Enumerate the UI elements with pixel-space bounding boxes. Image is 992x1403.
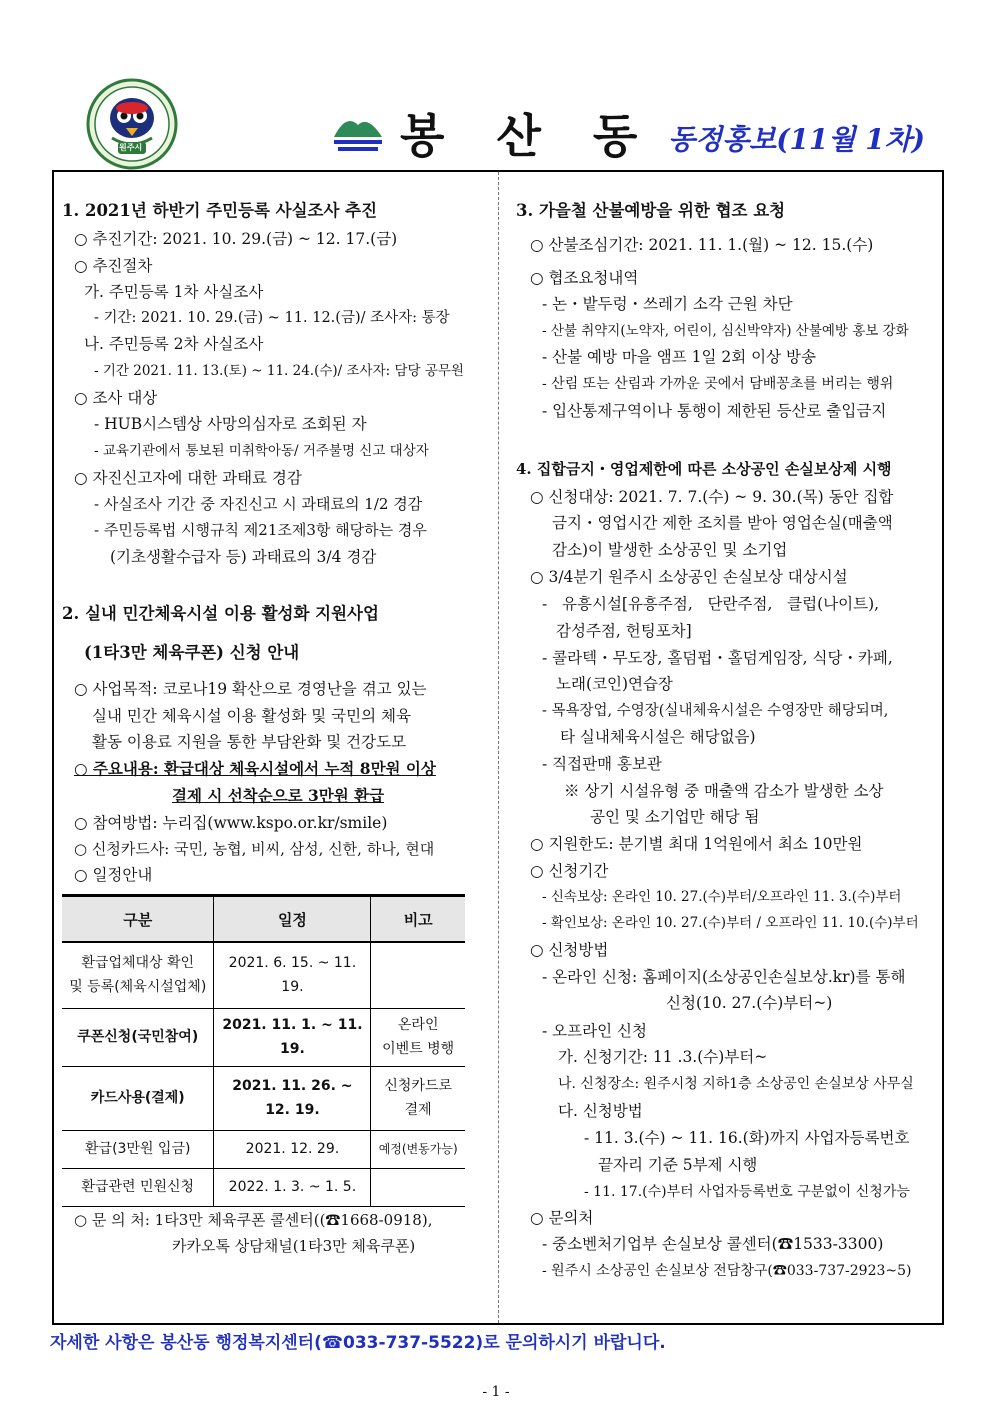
list-item: - HUB시스템상 사망의심자로 조회된 자 [94,415,367,433]
contact-item: 카카오톡 상담채널(1타3만 체육쿠폰) [172,1237,416,1255]
list-item: 금지・영업시간 제한 조치를 받아 영업손실(매출액 [552,514,893,532]
list-item: - 산불 예방 마을 앰프 1일 2회 이상 방송 [542,348,816,366]
list-item: - 산림 또는 산림과 가까운 곳에서 담배꽁초를 버리는 행위 [542,376,894,392]
list-item: ○ 협조요청내역 [530,269,639,287]
list-item: - 입산통제구역이나 통행이 제한된 등산로 출입금지 [542,402,887,420]
table-header-cell: 비고 [371,896,465,943]
list-item: 다. 신청방법 [558,1102,643,1120]
section-3-heading: 3. 가을철 산불예방을 위한 협조 요청 [516,201,786,220]
note-item: 공인 및 소기업만 해당 됨 [590,808,760,826]
contact-item: - 중소벤처기업부 손실보상 콜센터(☎1533-3300) [542,1235,884,1253]
table-cell: 2021. 12. 29. [214,1130,371,1168]
table-row [62,1066,465,1130]
page-title: 봉 산 동 [400,109,656,163]
list-item: 타 실내체육시설은 해당없음) [560,728,756,746]
table-cell: 예정(변동가능) [371,1130,465,1168]
city-logo-icon [86,78,178,170]
table-cell: 신청카드로 결제 [371,1066,465,1130]
list-item: 활동 이용료 지원을 통한 부담완화 및 건강도모 [92,733,407,751]
list-item: - 주민등록법 시행규칙 제21조제3항 해당하는 경우 [94,521,427,539]
list-item: ○ 추진절차 [74,257,153,275]
section-2-subheading: (1타3만 체육쿠폰) 신청 안내 [84,643,300,662]
note-item: ※ 상기 시설유형 중 매출액 감소가 발생한 소상 [564,782,884,800]
list-item: ○ 추진기간: 2021. 10. 29.(금) ~ 12. 17.(금) [74,230,398,248]
list-item: ○ 문의처 [530,1209,594,1227]
table-cell: 환급업체대상 확인 및 등록(체육시설업체) [62,942,214,1008]
list-item: 감성주점, 헌팅포차] [556,622,692,640]
list-item: ○ 신청카드사: 국민, 농협, 비씨, 삼성, 신한, 하나, 현대 [74,840,435,858]
list-item: ○ 산불조심기간: 2021. 11. 1.(월) ~ 12. 15.(수) [530,236,874,254]
list-item: - 논・밭두렁・쓰레기 소각 근원 차단 [542,295,793,313]
list-item: 가. 주민등록 1차 사실조사 [84,283,264,301]
list-item: ○ 신청대상: 2021. 7. 7.(수) ~ 9. 30.(목) 동안 집합 [530,488,894,506]
list-item: - 기간: 2021. 10. 29.(금) ~ 11. 12.(금)/ 조사자: 통장 [94,310,450,326]
table-cell: 2021. 11. 1. ~ 11. 19. [214,1008,371,1066]
table-header-cell: 일정 [214,896,371,943]
table-cell [371,942,465,1008]
list-item: ○ 자진신고자에 대한 과태료 경감 [74,469,302,487]
list-item: - 유흥시설[유흥주점, 단란주점, 클럽(나이트), [542,595,880,613]
issue-label: 동정홍보(11월 1차) [668,123,925,156]
list-item: - 온라인 신청: 홈페이지(소상공인손실보상.kr)를 통해 [542,968,906,986]
list-item: - 직접판매 홍보관 [542,755,662,773]
table-cell [371,1168,465,1206]
list-item: 노래(코인)연습장 [556,675,673,693]
contact-item: ○ 문 의 처: 1타3만 체육쿠폰 콜센터((☎1668-0918), [74,1211,433,1229]
table-header-row [62,896,465,943]
list-item: ○ 신청방법 [530,941,609,959]
list-item: - 산불 취약지(노약자, 어린이, 심신박약자) 산불예방 홍보 강화 [542,323,909,339]
list-item: - 목욕장업, 수영장(실내체육시설은 수영장만 해당되며, [542,703,889,719]
mountain-logo-icon [330,109,386,157]
list-item: ○ 참여방법: 누리집(www.kspo.or.kr/smile) [74,814,388,832]
table-cell: 카드사용(결제) [62,1066,214,1130]
page-number: - 1 - [482,1384,510,1400]
column-divider [498,172,499,1323]
list-item: - 콜라텍・무도장, 홀덤펍・홀덤게임장, 식당・카페, [542,649,893,667]
table-row [62,942,465,1008]
list-item: 신청(10. 27.(수)부터~) [666,994,833,1012]
list-item: ○ 지원한도: 분기별 최대 1억원에서 최소 10만원 [530,835,863,853]
table-cell: 2021. 11. 26. ~ 12. 19. [214,1066,371,1130]
table-cell: 온라인 이벤트 병행 [371,1008,465,1066]
list-item: 나. 주민등록 2차 사실조사 [84,335,264,353]
list-item: 끝자리 기준 5부제 시행 [598,1156,758,1174]
section-2-heading: 2. 실내 민간체육시설 이용 활성화 지원사업 [62,604,379,623]
contact-item: - 원주시 소상공인 손실보상 전담창구(☎033-737-2923~5) [542,1263,912,1279]
schedule-table [62,894,465,1207]
page-header [330,100,655,166]
footer-notice: 자세한 사항은 봉산동 행정복지센터(☎033-737-5522)로 문의하시기 바랍니다. [50,1333,666,1353]
table-cell: 2021. 6. 15. ~ 11. 19. [214,942,371,1008]
list-item-highlight: ○ 주요내용: 환급대상 체육시설에서 누적 8만원 이상 [74,759,436,778]
list-item: (기초생활수급자 등) 과태료의 3/4 경감 [110,548,377,566]
list-item: ○ 3/4분기 원주시 소상공인 손실보상 대상시설 [530,568,848,586]
list-item: ○ 신청기간 [530,862,609,880]
list-item: ○ 사업목적: 코로나19 확산으로 경영난을 겪고 있는 [74,680,427,698]
list-item: - 신속보상: 온라인 10. 27.(수)부터/오프라인 11. 3.(수)부터 [542,889,902,905]
table-cell: 환급관련 민원신청 [62,1168,214,1206]
table-row [62,1130,465,1168]
list-item-highlight: 결제 시 선착순으로 3만원 환급 [172,786,385,805]
list-item: 실내 민간 체육시설 이용 활성화 및 국민의 체육 [92,707,411,725]
list-item: 가. 신청기간: 11 .3.(수)부터~ [558,1048,768,1066]
list-item: ○ 조사 대상 [74,389,158,407]
section-4-heading: 4. 집합금지・영업제한에 따른 소상공인 손실보상제 시행 [516,460,892,478]
list-item: - 11. 3.(수) ~ 11. 16.(화)까지 사업자등록번호 [584,1129,910,1147]
table-row [62,1168,465,1206]
list-item: 감소)이 발생한 소상공인 및 소기업 [552,541,788,559]
list-item: - 11. 17.(수)부터 사업자등록번호 구분없이 신청가능 [584,1184,910,1200]
table-header-cell: 구분 [62,896,214,943]
section-1-heading: 1. 2021년 하반기 주민등록 사실조사 추진 [62,201,378,220]
table-cell: 쿠폰신청(국민참여) [62,1008,214,1066]
list-item: - 기간 2021. 11. 13.(토) ~ 11. 24.(수)/ 조사자: 담당 공무원 [94,363,464,379]
list-item: - 오프라인 신청 [542,1022,647,1040]
logo-text: 원주시 [119,143,143,152]
table-cell: 2022. 1. 3. ~ 1. 5. [214,1168,371,1206]
table-cell: 환급(3만원 입금) [62,1130,214,1168]
list-item: - 확인보상: 온라인 10. 27.(수)부터 / 오프라인 11. 10.(수)부터 [542,915,919,931]
list-item: - 사실조사 기간 중 자진신고 시 과태료의 1/2 경감 [94,495,423,513]
list-item: 나. 신청장소: 원주시청 지하1층 소상공인 손실보상 사무실 [558,1076,914,1092]
table-row [62,1008,465,1066]
list-item: ○ 일정안내 [74,866,153,884]
list-item: - 교육기관에서 통보된 미취학아동/ 거주불명 신고 대상자 [94,443,429,459]
